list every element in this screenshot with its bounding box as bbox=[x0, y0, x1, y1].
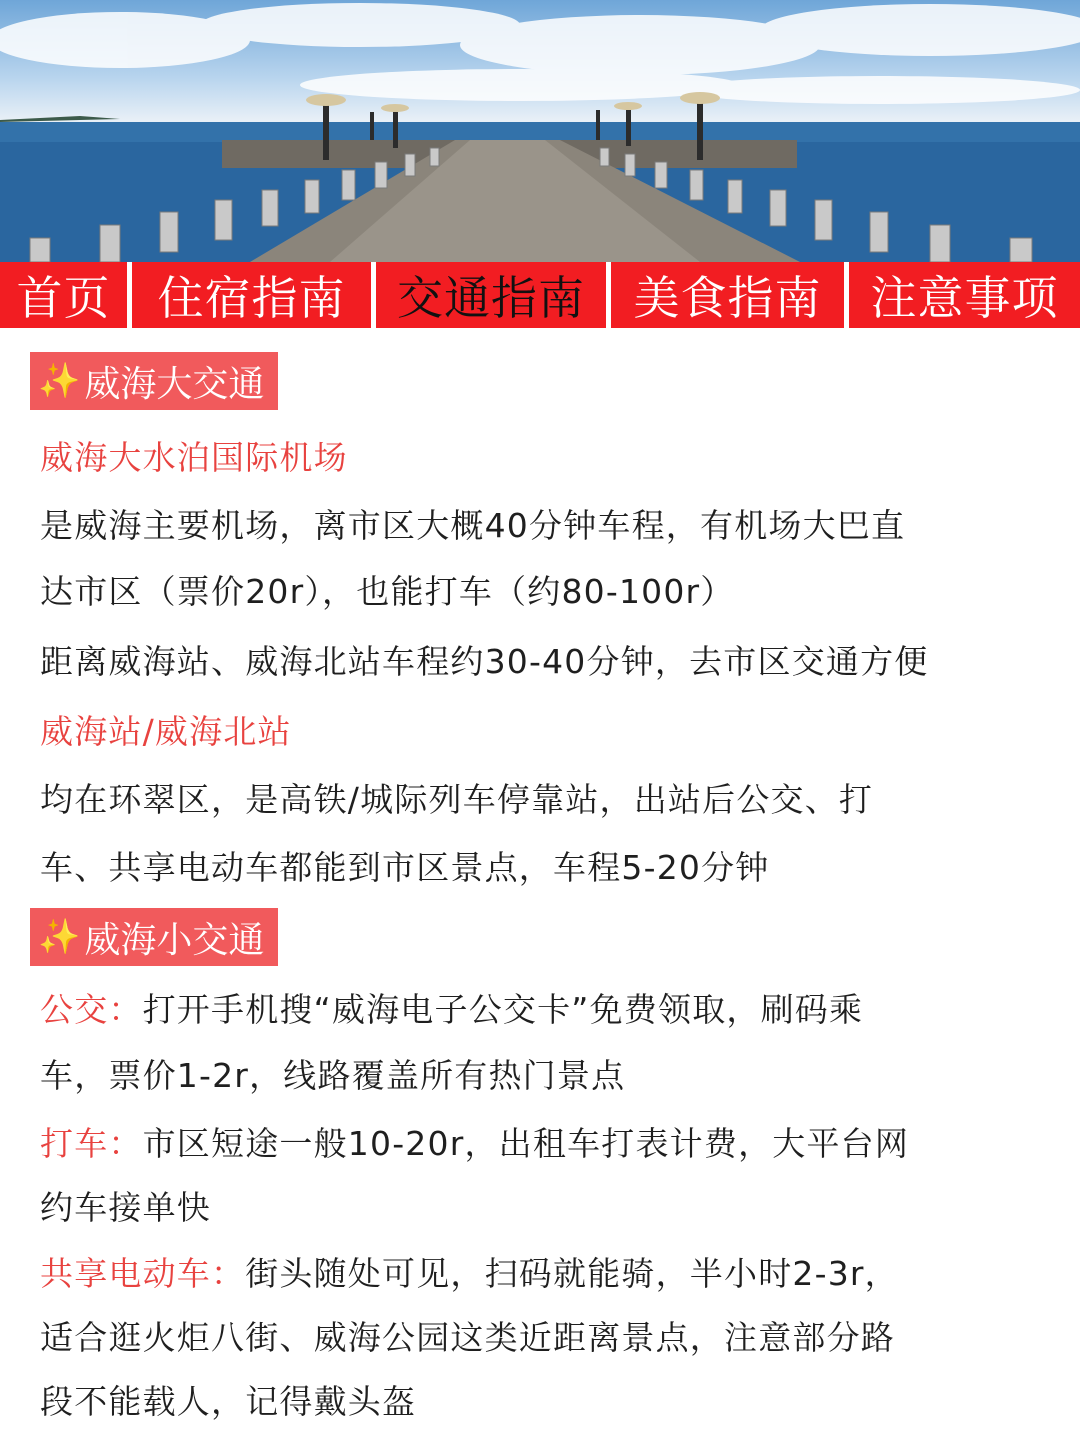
nav-tab-home[interactable]: 首页 bbox=[0, 262, 132, 328]
top-nav bbox=[0, 262, 1080, 328]
ebike-line-2: 适合逛火炬八街、威海公园这类近距离景点，注意部分路 bbox=[40, 1318, 895, 1357]
taxi-line-2: 约车接单快 bbox=[40, 1188, 211, 1227]
pier-illustration bbox=[0, 0, 1080, 262]
bus-text: 打开手机搜“威海电子公交卡”免费领取，刷码乘 bbox=[142, 990, 864, 1029]
taxi-line-1 bbox=[40, 1118, 909, 1165]
taxi-label: 打车： bbox=[40, 1124, 143, 1163]
airport-line-1: 是威海主要机场，离市区大概40分钟车程，有机场大巴直 bbox=[40, 506, 906, 545]
section-badge-major-transport bbox=[30, 352, 278, 410]
station-line-2: 车、共享电动车都能到市区景点，车程5-20分钟 bbox=[40, 848, 770, 887]
bus-label: 公交： bbox=[40, 990, 143, 1029]
airport-line-3: 距离威海站、威海北站车程约30-40分钟，去市区交通方便 bbox=[40, 642, 929, 681]
section-title: 威海大交通 bbox=[84, 363, 265, 405]
bus-line-1 bbox=[40, 984, 863, 1031]
airport-heading: 威海大水泊国际机场 bbox=[40, 438, 348, 477]
station-heading: 威海站/威海北站 bbox=[40, 712, 292, 751]
section-title: 威海小交通 bbox=[84, 919, 265, 961]
ebike-line-1 bbox=[40, 1248, 899, 1295]
bus-line-2: 车，票价1-2r，线路覆盖所有热门景点 bbox=[40, 1056, 626, 1095]
nav-tab-transport[interactable]: 交通指南 bbox=[376, 262, 611, 328]
nav-tab-notes[interactable]: 注意事项 bbox=[870, 271, 1059, 325]
station-line-1: 均在环翠区，是高铁/城际列车停靠站，出站后公交、打 bbox=[40, 780, 874, 819]
sparkle-icon: ✨ bbox=[38, 361, 81, 401]
sparkle-icon: ✨ bbox=[38, 917, 81, 957]
ebike-line-3: 段不能载人，记得戴头盔 bbox=[40, 1382, 417, 1421]
taxi-text: 市区短途一般10-20r，出租车打表计费，大平台网 bbox=[142, 1124, 910, 1163]
ebike-text: 街头随处可见，扫码就能骑，半小时2-3r， bbox=[245, 1254, 899, 1293]
nav-tab-accommodation[interactable]: 住宿指南 bbox=[132, 262, 376, 328]
nav-tab-food[interactable]: 美食指南 bbox=[611, 262, 849, 328]
hero-pier-photo bbox=[0, 0, 1080, 262]
airport-line-2: 达市区（票价20r），也能打车（约80-100r） bbox=[40, 572, 735, 611]
section-badge-local-transport bbox=[30, 908, 278, 966]
ebike-label: 共享电动车： bbox=[40, 1254, 246, 1293]
